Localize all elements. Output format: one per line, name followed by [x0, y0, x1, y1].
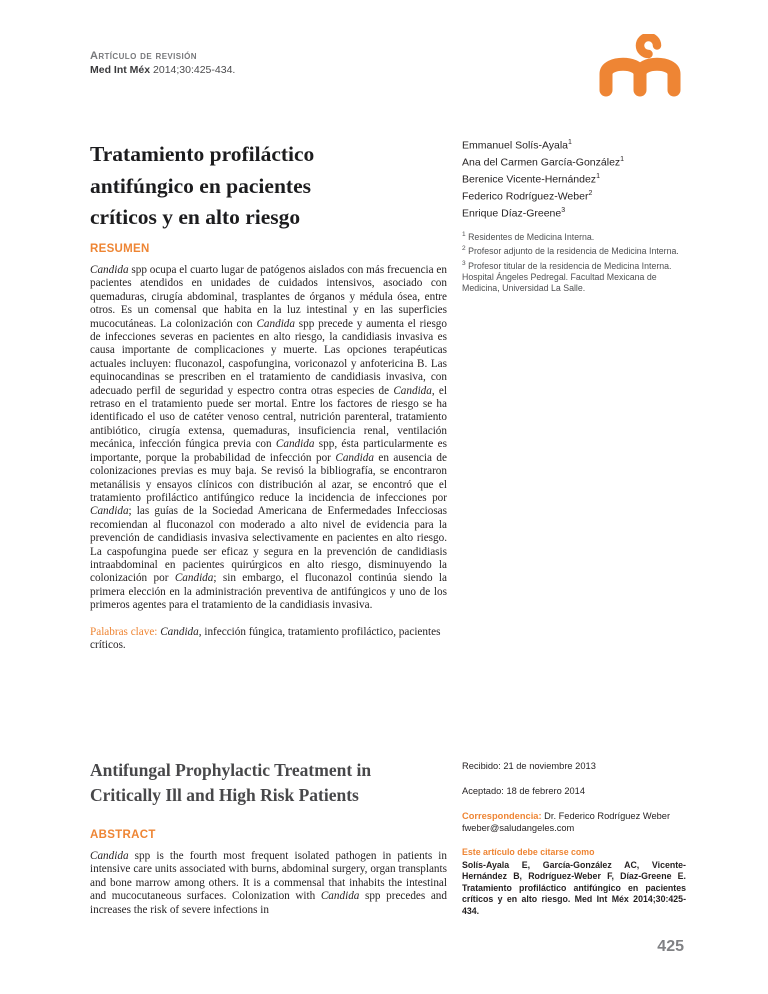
title-es-line: antifúngico en pacientes [90, 173, 311, 198]
author: Berenice Vicente-Hernández$^1$ [462, 173, 600, 186]
cite-label: Este artículo debe citarse como [462, 847, 595, 857]
author: Emmanuel Solís-Ayala$^1$ [462, 139, 572, 152]
author-affiliation-sup: 1 [596, 173, 600, 180]
title-en-line: Critically Ill and High Risk Patients [90, 784, 359, 805]
journal-citation: 2014;30:425-434. [150, 64, 236, 76]
masthead [90, 50, 235, 76]
article-type-label: Artículo de revisión [90, 50, 197, 62]
logo-curl [640, 37, 657, 54]
keywords [90, 626, 447, 653]
accepted-date: Aceptado: 18 de febrero 2014 [462, 786, 586, 796]
title-en-line: Antifungal Prophylactic Treatment in [90, 760, 372, 780]
meta-column [462, 760, 686, 918]
author: Federico Rodríguez-Weber$^2$ [462, 190, 593, 203]
correspondence-name: Dr. Federico Rodríguez Weber [541, 811, 671, 821]
correspondence-email: fweber@saludangeles.com [462, 823, 575, 833]
keywords-label: Palabras clave: [90, 625, 158, 638]
correspondence-label: Correspondencia: [462, 811, 542, 821]
title-es-line: Tratamiento profiláctico [90, 142, 315, 166]
resumen-heading: RESUMEN [90, 243, 150, 255]
journal-name: Med Int Méx [90, 64, 151, 76]
affiliation-list [462, 229, 688, 295]
citation-block [462, 847, 686, 918]
keywords-text: Candida, infección fúngica, tratamiento profiláctico, pacientes críticos. [90, 625, 441, 651]
affiliation: $^2$ Profesor adjunto de la residencia de Medicina Interna. [462, 245, 679, 257]
journal-reference [90, 64, 235, 76]
author: Enrique Díaz-Greene$^3$ [462, 207, 566, 220]
author-affiliation-sup: 2 [588, 190, 593, 197]
journal-logo-icon [592, 34, 688, 98]
cite-text: Solís-Ayala E, García-González AC, Vicente-Hernández B, Rodríguez-Weber F, Díaz-Greene E. Tratamiento profiláctico antifúngico en pacientes críticos y en alto riesgo. Med Int Méx 2014;30:425-434. [462, 859, 686, 916]
author-affiliation-sup: 1 [620, 156, 625, 163]
abstract-heading: ABSTRACT [90, 829, 156, 841]
title-es [90, 139, 430, 234]
page-number: 425 [657, 938, 684, 955]
author-affiliation-sup: 1 [568, 139, 572, 146]
title-en [90, 758, 447, 807]
author-affiliation-sup: 3 [561, 207, 566, 214]
title-es-line: críticos y en alto riesgo [90, 205, 301, 229]
resumen-section [90, 243, 447, 652]
author: Ana del Carmen García-González$^1$ [462, 156, 625, 169]
received-date: Recibido: 21 de noviembre 2013 [462, 761, 596, 771]
abstract-paragraph: Candida spp is the fourth most frequent isolated pathogen in patients in intensive care units associated with burns, abdominal surgery, organ transplants and bone marrow among others. It is a commensal that inhabits the intestinal and mucocutaneous surfaces. Colonization with Candida spp precedes and increases the risk of severe infections in [90, 850, 447, 916]
affiliation: $^3$ Profesor titular de la residencia de Medicina Interna. Hospital Ángeles Pedregal. Facultad Mexicana de Medicina, Universidad La Salle. [462, 259, 672, 294]
logo-m-shape [606, 64, 674, 90]
resumen-paragraph: Candida spp ocupa el cuarto lugar de patógenos aislados con más frecuencia en pacientes atendidos en unidades de cuidados intensivos, asociado con quemaduras, cirugía abdominal, trasplantes de órganos y médula ósea, entre otros. Es un comensal que habita en la luz intestinal y en las superficies mucocutáneas. La colonización con Candida spp precede y aumenta el riesgo de infecciones severas en pacientes en alto riesgo, la candidiasis invasiva es causa importante de complicaciones y muerte. Las opciones terapéuticas actuales incluyen: fluconazol, caspofungina, voriconazol y anfotericina B. Las equinocandinas se prescriben en el tratamiento de candidiasis invasiva, con adecuado perfil de seguridad y espectro contra otras especies de Candida, el retraso en el tratamiento puede ser mortal. Entre los factores de riesgo se ha identificado el uso de catéter venoso central, nutrición parenteral, tratamiento antibiótico, cirugía extensa, quemaduras, insuficiencia renal, ventilación mecánica, infección fúngica previa con Candida spp, ésta particularmente es importante, porque la probabilidad de infección por Candida en ausencia de colonizaciones previas es muy baja. Se revisó la bibliografía, se encontraron metanálisis y ensayos clínicos con distribución al azar, se encontró que el tratamiento profiláctico antifúngico reduce la incidencia de infecciones por Candida; las guías de la Sociedad Americana de Enfermedades Infecciosas recomiendan al fluconazol con moderado a alto nivel de evidencia para la prevención de candidiasis invasiva selectivamente en pacientes en alto riesgo. La caspofungina puede ser eficaz y segura en la prevención de candidiasis intraabdominal en pacientes quirúrgicos en alto riesgo, disminuyendo la colonización por Candida; sin embargo, el fluconazol continúa siendo la primera elección en la administración preventiva de antifúngicos y uno de los primeros agentes para el tratamiento de la candidiasis invasiva. [90, 264, 447, 612]
abstract-en-section [90, 758, 447, 917]
correspondence [462, 810, 686, 834]
affiliation: $^1$ Residentes de Medicina Interna. [462, 231, 595, 242]
author-list [462, 136, 688, 221]
